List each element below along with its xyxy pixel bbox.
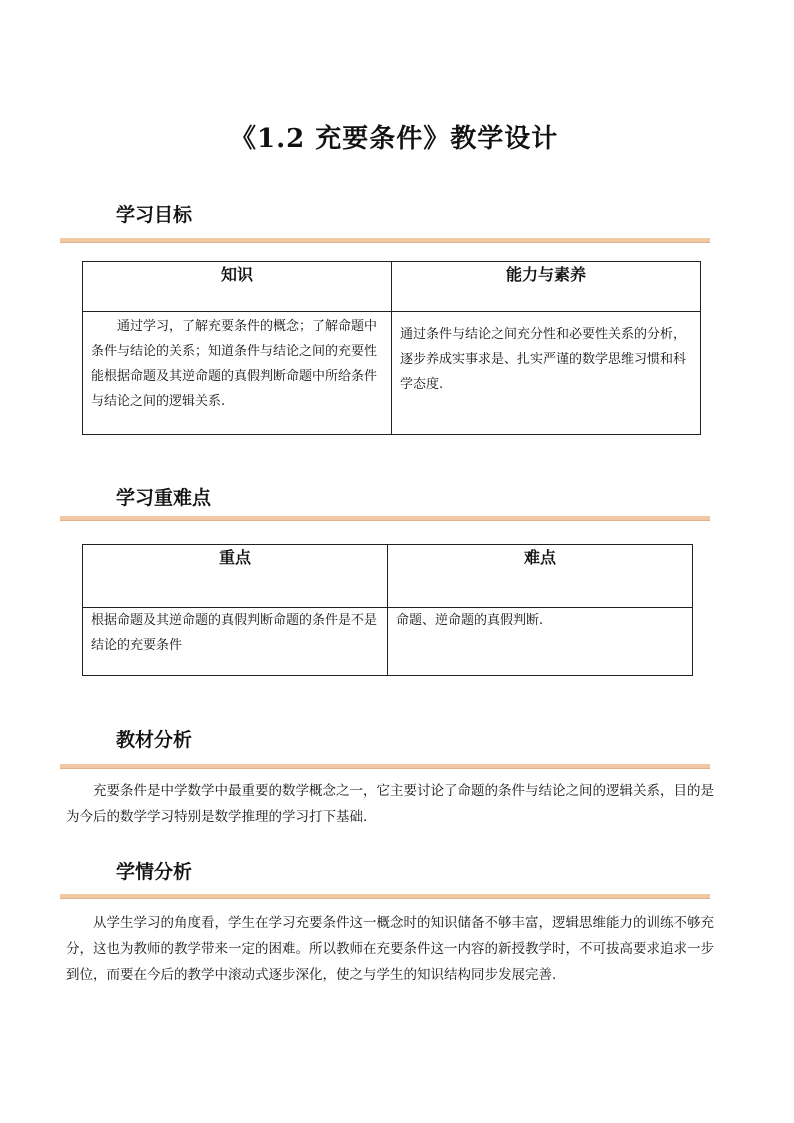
document-title: 《1.2 充要条件》教学设计 (230, 124, 559, 154)
key-points-header-focus: 重点 (83, 545, 388, 608)
goals-ability-text: 通过条件与结论之间充分性和必要性关系的分析，逐步养成实事求是、扎实严谨的数学思维习惯和科学态度. (392, 312, 701, 435)
section-heading-material: 教材分析 (116, 729, 193, 751)
section-heading-students: 学情分析 (116, 861, 193, 883)
key-points-focus-text: 根据命题及其逆命题的真假判断命题的条件是不是结论的充要条件 (83, 608, 388, 676)
material-analysis-text: 充要条件是中学数学中最重要的数学概念之一，它主要讨论了命题的条件与结论之间的逻辑关系，目的是为今后的数学学习特别是数学推理的学习打下基础. (66, 783, 714, 825)
goals-header-knowledge: 知识 (83, 262, 392, 312)
section-heading-goals: 学习目标 (116, 204, 193, 226)
goals-table (82, 261, 701, 435)
section-divider-key-points (60, 516, 710, 521)
section-divider-material (60, 764, 710, 769)
key-points-difficulty-text: 命题、逆命题的真假判断. (388, 608, 693, 676)
section-divider-students (60, 894, 710, 899)
key-points-header-difficulty: 难点 (388, 545, 693, 608)
section-heading-key-points: 学习重难点 (116, 487, 212, 509)
key-points-table-body-row (83, 608, 693, 676)
goals-table-header-row (83, 262, 701, 312)
goals-knowledge-text: 通过学习，了解充要条件的概念；了解命题中条件与结论的关系；知道条件与结论之间的充要性能根据命题及其逆命题的真假判断命题中所给条件与结论之间的逻辑关系. (83, 312, 392, 435)
goals-table-body-row (83, 312, 701, 435)
key-points-table (82, 544, 693, 676)
key-points-table-header-row (83, 545, 693, 608)
section-divider-goals (60, 238, 710, 243)
student-analysis-text: 从学生学习的角度看，学生在学习充要条件这一概念时的知识储备不够丰富，逻辑思维能力的训练不够充分，这也为教师的教学带来一定的困难。所以教师在充要条件这一内容的新授教学时，不可拔高要求追求一步到位，而要在今后的教学中滚动式逐步深化，使之与学生的知识结构同步发展完善. (66, 915, 714, 983)
goals-header-ability: 能力与素养 (392, 262, 701, 312)
